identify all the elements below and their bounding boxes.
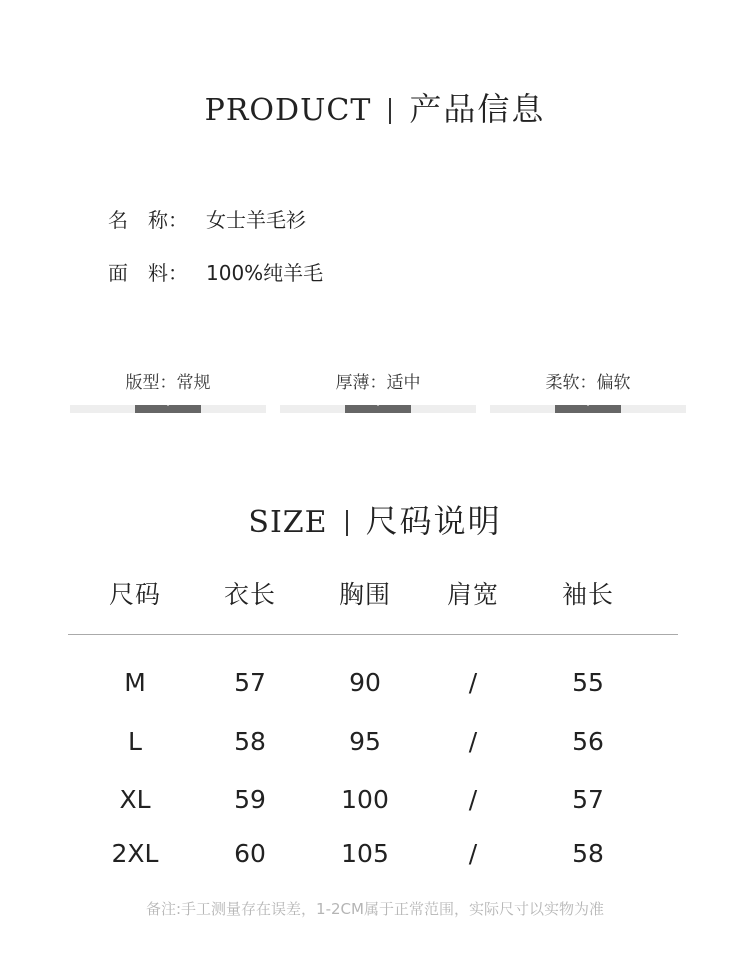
attribute-thickness-label: 厚薄：适中 bbox=[335, 373, 421, 393]
title-divider-bar bbox=[389, 98, 391, 124]
table-cell: 57 bbox=[572, 785, 604, 814]
table-cell: / bbox=[468, 668, 478, 697]
table-header-cell: 肩宽 bbox=[446, 580, 499, 609]
info-label-fabric: 面 料： bbox=[108, 261, 188, 285]
table-cell: 100 bbox=[341, 785, 389, 814]
table-cell: L bbox=[128, 727, 142, 756]
table-cell: 58 bbox=[234, 727, 266, 756]
product-section-title bbox=[0, 84, 750, 130]
attribute-thickness-pointer bbox=[373, 401, 383, 406]
table-cell: XL bbox=[119, 785, 151, 814]
info-label-name: 名 称： bbox=[108, 208, 188, 232]
table-header-cell: 胸围 bbox=[338, 580, 391, 609]
table-cell: 2XL bbox=[111, 839, 159, 868]
table-header-cell: 袖长 bbox=[561, 580, 614, 609]
info-row-name bbox=[108, 204, 306, 233]
attribute-softness-pointer bbox=[583, 401, 593, 406]
table-cell: 90 bbox=[349, 668, 381, 697]
attribute-softness bbox=[490, 368, 686, 418]
table-header-row bbox=[68, 575, 678, 631]
attribute-softness-label: 柔软：偏软 bbox=[545, 373, 631, 393]
table-row bbox=[68, 839, 678, 895]
info-value-name: 女士羊毛衫 bbox=[206, 208, 306, 232]
attribute-fit bbox=[70, 368, 266, 418]
table-header-divider bbox=[68, 634, 678, 635]
table-cell: / bbox=[468, 727, 478, 756]
attribute-softness-indicator bbox=[555, 405, 621, 413]
attribute-thickness bbox=[280, 368, 476, 418]
size-title-en: SIZE bbox=[248, 505, 328, 540]
product-title-cn: 产品信息 bbox=[409, 90, 546, 128]
product-title-en: PRODUCT bbox=[204, 93, 372, 128]
attribute-thickness-indicator bbox=[345, 405, 411, 413]
table-cell: / bbox=[468, 785, 478, 814]
table-header-cell: 衣长 bbox=[223, 580, 276, 609]
attribute-fit-pointer bbox=[163, 401, 173, 406]
title-divider-bar bbox=[346, 510, 348, 536]
table-cell: 56 bbox=[572, 727, 604, 756]
table-cell: 58 bbox=[572, 839, 604, 868]
table-cell: 59 bbox=[234, 785, 266, 814]
attribute-fit-indicator bbox=[135, 405, 201, 413]
table-cell: 105 bbox=[341, 839, 389, 868]
measurement-footnote: 备注:手工测量存在误差，1-2CM属于正常范围，实际尺寸以实物为准 bbox=[146, 900, 604, 918]
size-section-title bbox=[0, 496, 750, 542]
table-cell: / bbox=[468, 839, 478, 868]
table-row bbox=[68, 668, 678, 724]
table-row bbox=[68, 727, 678, 783]
size-table bbox=[68, 575, 678, 868]
attribute-fit-label: 版型：常规 bbox=[125, 373, 211, 393]
table-row bbox=[68, 785, 678, 841]
table-cell: M bbox=[124, 668, 146, 697]
table-cell: 60 bbox=[234, 839, 266, 868]
info-value-fabric: 100%纯羊毛 bbox=[206, 261, 324, 285]
table-cell: 95 bbox=[349, 727, 381, 756]
table-cell: 57 bbox=[234, 668, 266, 697]
table-header-cell: 尺码 bbox=[108, 580, 161, 609]
size-title-cn: 尺码说明 bbox=[365, 502, 502, 540]
info-row-fabric bbox=[108, 257, 323, 286]
table-cell: 55 bbox=[572, 668, 604, 697]
